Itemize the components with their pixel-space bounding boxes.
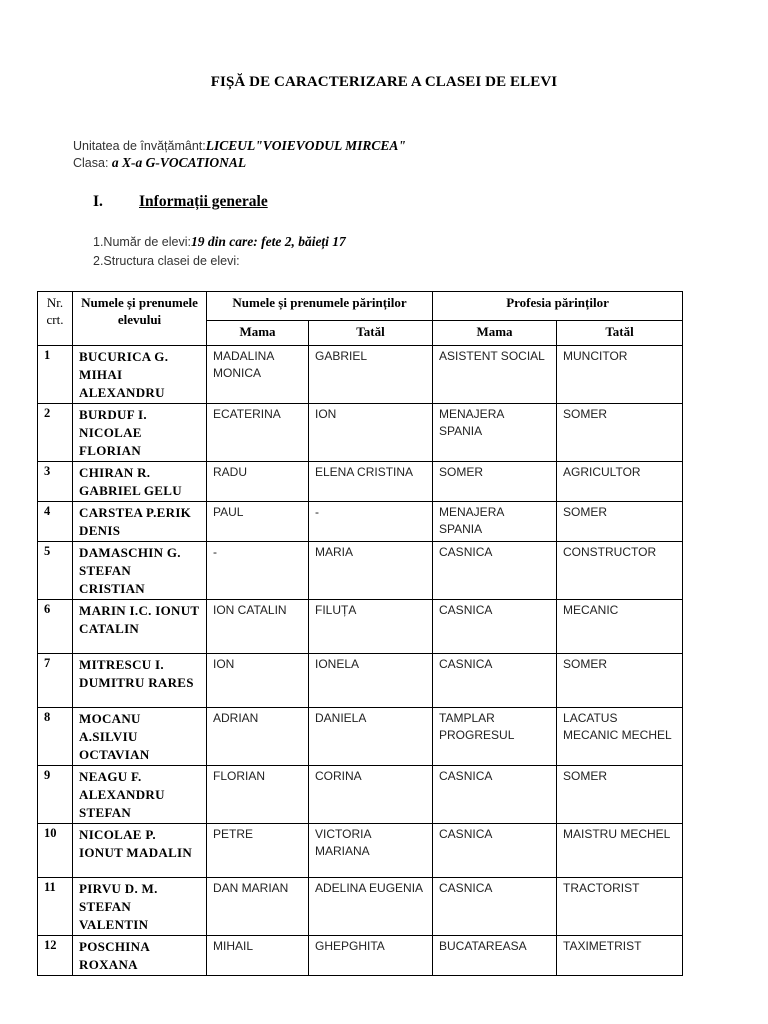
header-parents-names: Numele și prenumele părinților: [207, 292, 433, 321]
student-name: POSCHINA ROXANA: [73, 936, 207, 976]
father-name: ADELINA EUGENIA: [309, 878, 433, 936]
row-number: 3: [38, 462, 73, 502]
table-row: [38, 462, 683, 502]
mother-name: ADRIAN: [207, 708, 309, 766]
father-job: SOMER: [557, 502, 683, 542]
mother-job: TAMPLAR PROGRESUL: [433, 708, 557, 766]
row-number: 5: [38, 542, 73, 600]
table-row: [38, 600, 683, 654]
mother-name: ION CATALIN: [207, 600, 309, 654]
father-name: FILUȚA: [309, 600, 433, 654]
table-row: [38, 936, 683, 976]
table-row: [38, 404, 683, 462]
father-job: MECANIC: [557, 600, 683, 654]
student-name: BUCURICA G. MIHAI ALEXANDRU: [73, 346, 207, 404]
student-name: MOCANU A.SILVIU OCTAVIAN: [73, 708, 207, 766]
mother-job: CASNICA: [433, 824, 557, 878]
student-name: PIRVU D. M. STEFAN VALENTIN: [73, 878, 207, 936]
mother-job: CASNICA: [433, 600, 557, 654]
row-number: 7: [38, 654, 73, 708]
mother-job: ASISTENT SOCIAL: [433, 346, 557, 404]
header-parents-jobs: Profesia părinților: [433, 292, 683, 321]
row-number: 2: [38, 404, 73, 462]
row-number: 8: [38, 708, 73, 766]
father-name: VICTORIA MARIANA: [309, 824, 433, 878]
section-number: I.: [93, 193, 103, 210]
header-mother-name: Mama: [207, 321, 309, 346]
document-title: FIȘĂ DE CARACTERIZARE A CLASEI DE ELEVI: [210, 74, 558, 90]
mother-job: CASNICA: [433, 766, 557, 824]
father-name: ELENA CRISTINA: [309, 462, 433, 502]
student-name: NEAGU F. ALEXANDRU STEFAN: [73, 766, 207, 824]
row-number: 1: [38, 346, 73, 404]
school-unit-line: [73, 137, 406, 155]
father-job: MAISTRU MECHEL: [557, 824, 683, 878]
student-count-value: 19 din care: fete 2, băieți 17: [190, 234, 346, 249]
mother-name: FLORIAN: [207, 766, 309, 824]
mother-name: RADU: [207, 462, 309, 502]
section-title: Informații generale: [139, 193, 268, 210]
student-count-label: 1.Număr de elevi:: [93, 235, 191, 249]
mother-job: MENAJERA SPANIA: [433, 404, 557, 462]
mother-job: CASNICA: [433, 542, 557, 600]
row-number: 4: [38, 502, 73, 542]
mother-name: DAN MARIAN: [207, 878, 309, 936]
header-father-job: Tatăl: [557, 321, 683, 346]
section-heading: [93, 193, 268, 211]
mother-job: CASNICA: [433, 878, 557, 936]
school-unit-label: Unitatea de învățământ:: [73, 139, 206, 153]
school-unit-value: LICEUL"VOIEVODUL MIRCEA": [205, 138, 406, 153]
table-row: [38, 542, 683, 600]
table-row: [38, 502, 683, 542]
row-number: 10: [38, 824, 73, 878]
class-value: a X-a G-VOCATIONAL: [111, 155, 247, 170]
mother-job: CASNICA: [433, 654, 557, 708]
father-job: SOMER: [557, 766, 683, 824]
mother-job: SOMER: [433, 462, 557, 502]
father-job: SOMER: [557, 654, 683, 708]
header-student-name: Numele și prenumele elevului: [73, 292, 207, 346]
row-number: 9: [38, 766, 73, 824]
father-job: TRACTORIST: [557, 878, 683, 936]
table-row: [38, 766, 683, 824]
father-job: SOMER: [557, 404, 683, 462]
father-job: AGRICULTOR: [557, 462, 683, 502]
class-line: [73, 154, 246, 172]
student-name: CHIRAN R. GABRIEL GELU: [73, 462, 207, 502]
table-row: [38, 708, 683, 766]
father-job: LACATUS MECANIC MECHEL: [557, 708, 683, 766]
row-number: 11: [38, 878, 73, 936]
mother-name: MIHAIL: [207, 936, 309, 976]
student-name: MITRESCU I. DUMITRU RARES: [73, 654, 207, 708]
table-row: [38, 878, 683, 936]
mother-name: PETRE: [207, 824, 309, 878]
class-structure-line: [93, 253, 240, 269]
table-row: [38, 824, 683, 878]
student-name: DAMASCHIN G. STEFAN CRISTIAN: [73, 542, 207, 600]
header-mother-job: Mama: [433, 321, 557, 346]
father-name: GHEPGHITA: [309, 936, 433, 976]
class-structure-label: 2.Structura clasei de elevi:: [93, 254, 240, 268]
mother-job: MENAJERA SPANIA: [433, 502, 557, 542]
mother-name: ECATERINA: [207, 404, 309, 462]
father-name: CORINA: [309, 766, 433, 824]
header-father-name: Tatăl: [309, 321, 433, 346]
father-name: GABRIEL: [309, 346, 433, 404]
student-name: MARIN I.C. IONUT CATALIN: [73, 600, 207, 654]
table-row: [38, 346, 683, 404]
father-name: DANIELA: [309, 708, 433, 766]
student-name: BURDUF I. NICOLAE FLORIAN: [73, 404, 207, 462]
father-name: ION: [309, 404, 433, 462]
student-name: CARSTEA P.ERIK DENIS: [73, 502, 207, 542]
class-structure-table: [37, 291, 683, 976]
father-job: MUNCITOR: [557, 346, 683, 404]
mother-job: BUCATAREASA: [433, 936, 557, 976]
header-nr: Nr. crt.: [38, 292, 73, 346]
row-number: 6: [38, 600, 73, 654]
father-job: CONSTRUCTOR: [557, 542, 683, 600]
mother-name: -: [207, 542, 309, 600]
father-name: IONELA: [309, 654, 433, 708]
class-label: Clasa:: [73, 156, 112, 170]
father-job: TAXIMETRIST: [557, 936, 683, 976]
student-name: NICOLAE P. IONUT MADALIN: [73, 824, 207, 878]
mother-name: PAUL: [207, 502, 309, 542]
father-name: MARIA: [309, 542, 433, 600]
father-name: -: [309, 502, 433, 542]
mother-name: MADALINA MONICA: [207, 346, 309, 404]
mother-name: ION: [207, 654, 309, 708]
row-number: 12: [38, 936, 73, 976]
table-row: [38, 654, 683, 708]
student-count-line: [93, 234, 346, 250]
